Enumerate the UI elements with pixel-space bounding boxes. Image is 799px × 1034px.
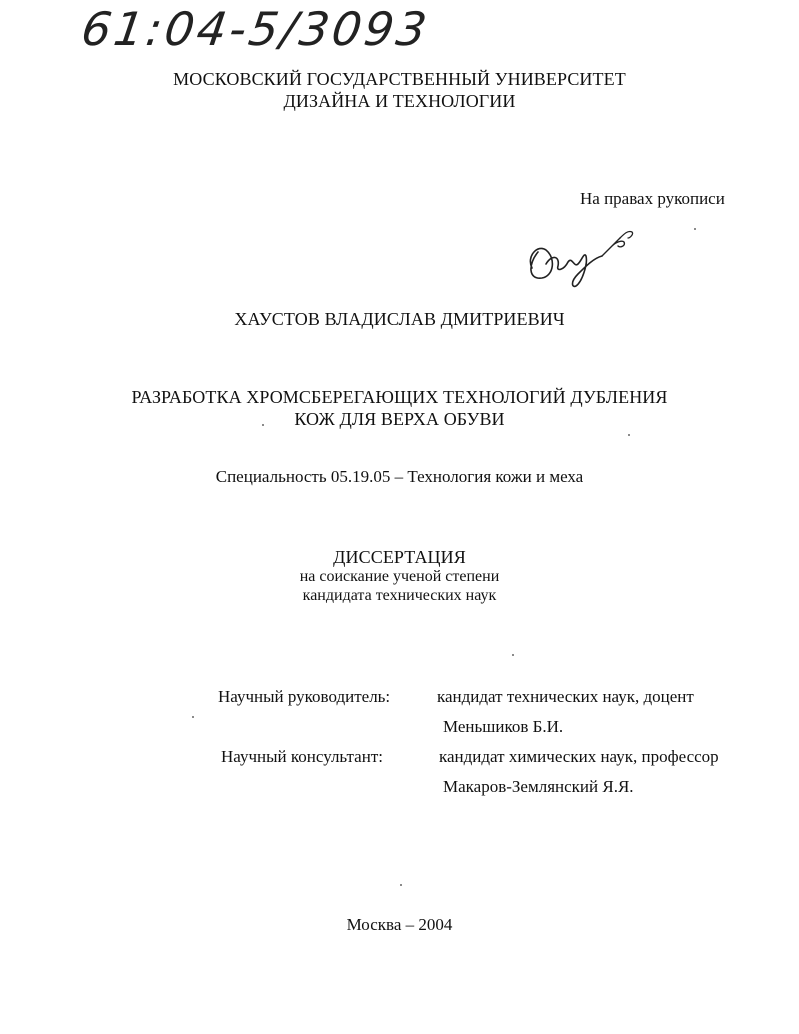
consultant-label: Научный консультант: — [221, 747, 383, 766]
consultant-name: Макаров-Землянский Я.Я. — [443, 777, 634, 796]
university-name-line2: ДИЗАЙНА И ТЕХНОЛОГИИ — [283, 91, 516, 111]
dissertation-line1: на соискание ученой степени — [299, 568, 500, 585]
dissertation-heading: ДИССЕРТАЦИЯ — [333, 547, 466, 567]
scan-speck — [400, 884, 402, 886]
speciality-line: Специальность 05.19.05 – Технология кожи и меха — [215, 467, 584, 486]
supervisor-label: Научный руководитель: — [218, 687, 391, 706]
scan-speck — [628, 434, 630, 436]
scan-speck — [262, 424, 264, 426]
supervisor-degree: кандидат технических наук, доцент — [437, 687, 694, 706]
dissertation-line2: кандидата технических наук — [302, 587, 497, 604]
scan-speck — [512, 654, 514, 656]
thesis-title-line1: РАЗРАБОТКА ХРОМСБЕРЕГАЮЩИХ ТЕХНОЛОГИЙ ДУБЛЕНИЯ — [131, 387, 668, 407]
university-name-line1: МОСКОВСКИЙ ГОСУДАРСТВЕННЫЙ УНИВЕРСИТЕТ — [173, 69, 626, 89]
author-signature-icon — [520, 212, 650, 292]
thesis-title-line2: КОЖ ДЛЯ ВЕРХА ОБУВИ — [294, 409, 505, 429]
signature-text: Вху — [520, 212, 522, 213]
scan-speck — [694, 228, 696, 230]
place-and-year: Москва – 2004 — [346, 915, 453, 934]
scan-speck — [192, 716, 194, 718]
supervisor-name: Меньшиков Б.И. — [443, 717, 564, 736]
consultant-degree: кандидат химических наук, профессор — [439, 747, 719, 766]
archive-code-handwritten: 61:04-5/3093 — [78, 2, 433, 56]
manuscript-note: На правах рукописи — [580, 189, 725, 208]
author-name: ХАУСТОВ ВЛАДИСЛАВ ДМИТРИЕВИЧ — [234, 309, 565, 329]
